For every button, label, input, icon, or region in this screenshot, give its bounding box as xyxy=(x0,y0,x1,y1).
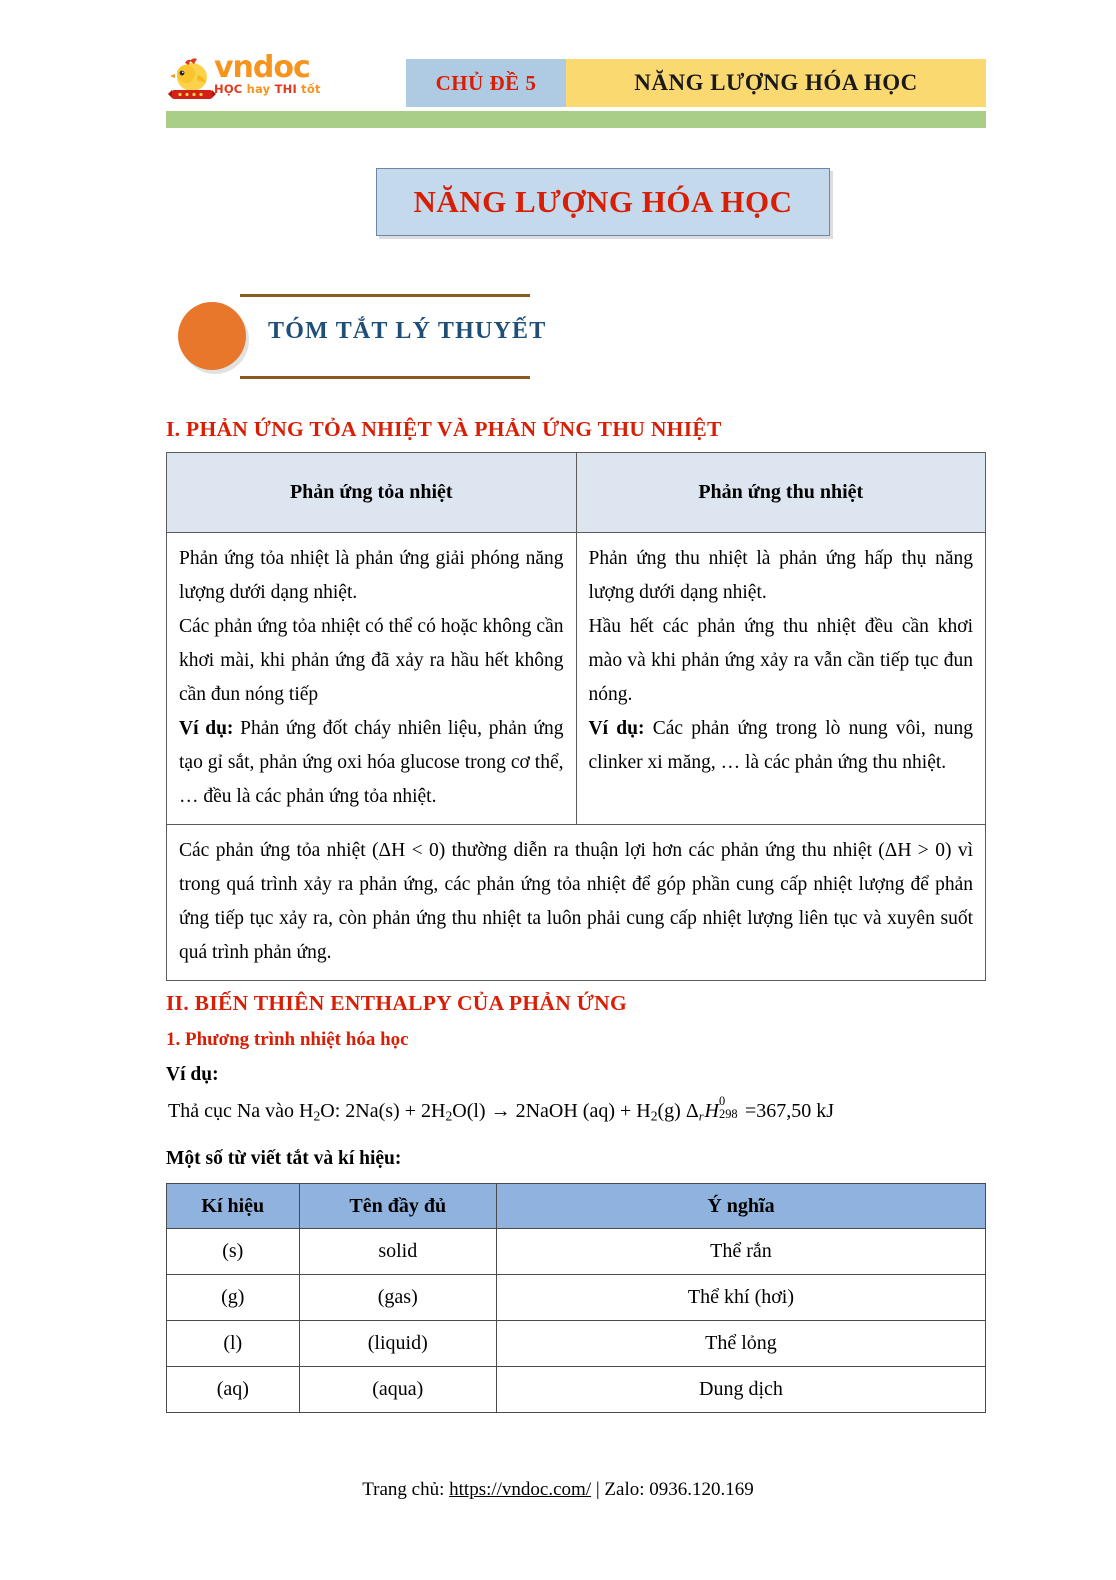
subsection-1-heading: 1. Phương trình nhiệt hóa học xyxy=(166,1029,409,1050)
badge-circle-icon xyxy=(178,302,246,370)
meaning-cell: Thể rắn xyxy=(496,1229,985,1275)
vndoc-logo[interactable] xyxy=(166,50,336,104)
theory-summary-badge xyxy=(178,290,598,382)
table2-header-fullname: Tên đầy đủ xyxy=(299,1184,496,1229)
section-2-heading: II. BIẾN THIÊN ENTHALPY CỦA PHẢN ỨNG xyxy=(166,991,627,1015)
table1-header-endothermic: Phản ứng thu nhiệt xyxy=(576,453,986,533)
eq-sub-2c: 2 xyxy=(650,1108,658,1124)
footer-website-link[interactable]: https://vndoc.com/ xyxy=(449,1479,592,1500)
comparison-summary-cell: Các phản ứng tỏa nhiệt (ΔH < 0) thường diễn ra thuận lợi hơn các phản ứng thu nhiệt (ΔH > 0) vì trong quá trình xảy ra phản ứng, các phản ứng tỏa nhiệt để góp phần cung cấp nhiệt lượng để phản ứng tiếp tục xảy ra, còn phản ứng thu nhiệt ta luôn phải cung cấp nhiệt lượng liên tục và xuyên suốt quá trình phản ứng. xyxy=(167,825,986,981)
eq-mid2: O(l) xyxy=(452,1100,491,1122)
endo-example-text: Các phản ứng trong lò nung vôi, nung clinker xi măng, … là các phản ứng thu nhiệt. xyxy=(588,718,973,773)
eq-delta-subscript: r xyxy=(698,1109,704,1124)
banner-title-text: NĂNG LƯỢNG HÓA HỌC xyxy=(634,70,918,95)
tagline-thi: THI xyxy=(274,82,297,96)
table2-header-symbol: Kí hiệu xyxy=(167,1184,300,1229)
eq-mid4: (g) xyxy=(657,1100,686,1122)
symbol-cell: (g) xyxy=(167,1275,300,1321)
logo-tagline xyxy=(214,83,342,96)
eq-delta xyxy=(686,1100,704,1122)
symbol-cell: (aq) xyxy=(167,1367,300,1413)
badge-line-bottom xyxy=(240,376,530,379)
meaning-cell: Thể khí (hơi) xyxy=(496,1275,985,1321)
symbol-cell: (s) xyxy=(167,1229,300,1275)
endothermic-cell xyxy=(576,533,986,825)
eq-h-letter: H xyxy=(704,1100,719,1122)
eq-delta-symbol: Δ xyxy=(685,1100,699,1122)
table2-header-meaning: Ý nghĩa xyxy=(496,1184,985,1229)
eq-h-subscript: 298 xyxy=(719,1106,738,1121)
banner-title-box xyxy=(566,59,986,107)
exo-example-text: Phản ứng đốt cháy nhiên liệu, phản ứng tạo gỉ sắt, phản ứng oxi hóa glucose trong cơ thể, … đều là các phản ứng tỏa nhiệt. xyxy=(179,718,564,807)
symbol-cell: (l) xyxy=(167,1321,300,1367)
table-row-summary xyxy=(167,825,986,981)
badge-label: TÓM TẮT LÝ THUYẾT xyxy=(268,318,547,344)
page-header xyxy=(166,50,986,128)
badge-line-top xyxy=(240,294,530,297)
fullname-cell: solid xyxy=(299,1229,496,1275)
chick-mascot-icon xyxy=(168,57,216,103)
table-row xyxy=(167,533,986,825)
eq-h-superscript: 0 xyxy=(719,1094,726,1109)
eq-mid3: 2NaOH (aq) + H xyxy=(510,1100,651,1122)
logo-text-block xyxy=(214,52,342,96)
section-1-heading: I. PHẢN ỨNG TỎA NHIỆT VÀ PHẢN ỨNG THU NHIỆT xyxy=(166,417,722,441)
page-footer xyxy=(0,1479,1116,1501)
thermochemical-equation xyxy=(168,1094,988,1125)
chu-de-label: CHỦ ĐỀ 5 xyxy=(435,70,537,95)
table-row xyxy=(167,1275,986,1321)
logo-wordmark: vndoc xyxy=(214,50,310,85)
meaning-cell: Dung dịch xyxy=(496,1367,985,1413)
eq-enthalpy-symbol xyxy=(704,1094,738,1123)
exo-paragraph-2: Các phản ứng tỏa nhiệt có thể có hoặc không cần khơi mài, khi phản ứng đã xảy ra hầu hết không cần đun nóng tiếp xyxy=(179,616,564,705)
eq-mid: O: 2Na(s) + 2H xyxy=(320,1100,446,1122)
eq-sub-2b: 2 xyxy=(445,1108,453,1124)
abbreviation-heading: Một số từ viết tắt và kí hiệu: xyxy=(166,1148,402,1169)
page-title: NĂNG LƯỢNG HÓA HỌC xyxy=(413,184,793,219)
endo-paragraph-3 xyxy=(589,712,974,780)
exo-example-label: Ví dụ: xyxy=(179,718,234,739)
exo-paragraph-3 xyxy=(179,712,564,814)
table1-header-exothermic: Phản ứng tỏa nhiệt xyxy=(167,453,577,533)
header-green-bar xyxy=(166,111,986,128)
table-header-row xyxy=(167,453,986,533)
footer-suffix: | Zalo: 0936.120.169 xyxy=(591,1479,754,1500)
chu-de-banner xyxy=(406,59,566,107)
meaning-cell: Thể lỏng xyxy=(496,1321,985,1367)
fullname-cell: (liquid) xyxy=(299,1321,496,1367)
table-header-row xyxy=(167,1184,986,1229)
example-label-heading: Ví dụ: xyxy=(166,1064,219,1085)
eq-value: =367,50 kJ xyxy=(745,1100,835,1122)
eq-prefix: Thả cục Na vào H xyxy=(168,1100,314,1122)
main-title-box xyxy=(376,168,830,236)
table-row xyxy=(167,1321,986,1367)
eq-sub-2a: 2 xyxy=(313,1108,321,1124)
endo-example-label: Ví dụ: xyxy=(588,718,645,739)
tagline-hoc: HỌC xyxy=(214,82,243,96)
endo-paragraph-1: Phản ứng thu nhiệt là phản ứng hấp thụ năng lượng dưới dạng nhiệt. xyxy=(588,548,973,603)
exothermic-cell xyxy=(167,533,577,825)
table-row xyxy=(167,1367,986,1413)
fullname-cell: (aqua) xyxy=(299,1367,496,1413)
table-row xyxy=(167,1229,986,1275)
tagline-tot: tốt xyxy=(301,82,321,96)
eq-arrow-icon: → xyxy=(490,1100,511,1122)
exo-paragraph-1: Phản ứng tỏa nhiệt là phản ứng giải phóng năng lượng dưới dạng nhiệt. xyxy=(179,548,564,603)
reaction-comparison-table xyxy=(166,452,986,981)
fullname-cell: (gas) xyxy=(299,1275,496,1321)
tagline-hay: hay xyxy=(246,82,271,96)
endo-paragraph-2: Hầu hết các phản ứng thu nhiệt đều cần khơi mào và khi phản ứng xảy ra vẫn cần tiếp tục đun nóng. xyxy=(588,616,973,705)
footer-prefix: Trang chủ: xyxy=(362,1479,450,1500)
symbols-table xyxy=(166,1183,986,1413)
